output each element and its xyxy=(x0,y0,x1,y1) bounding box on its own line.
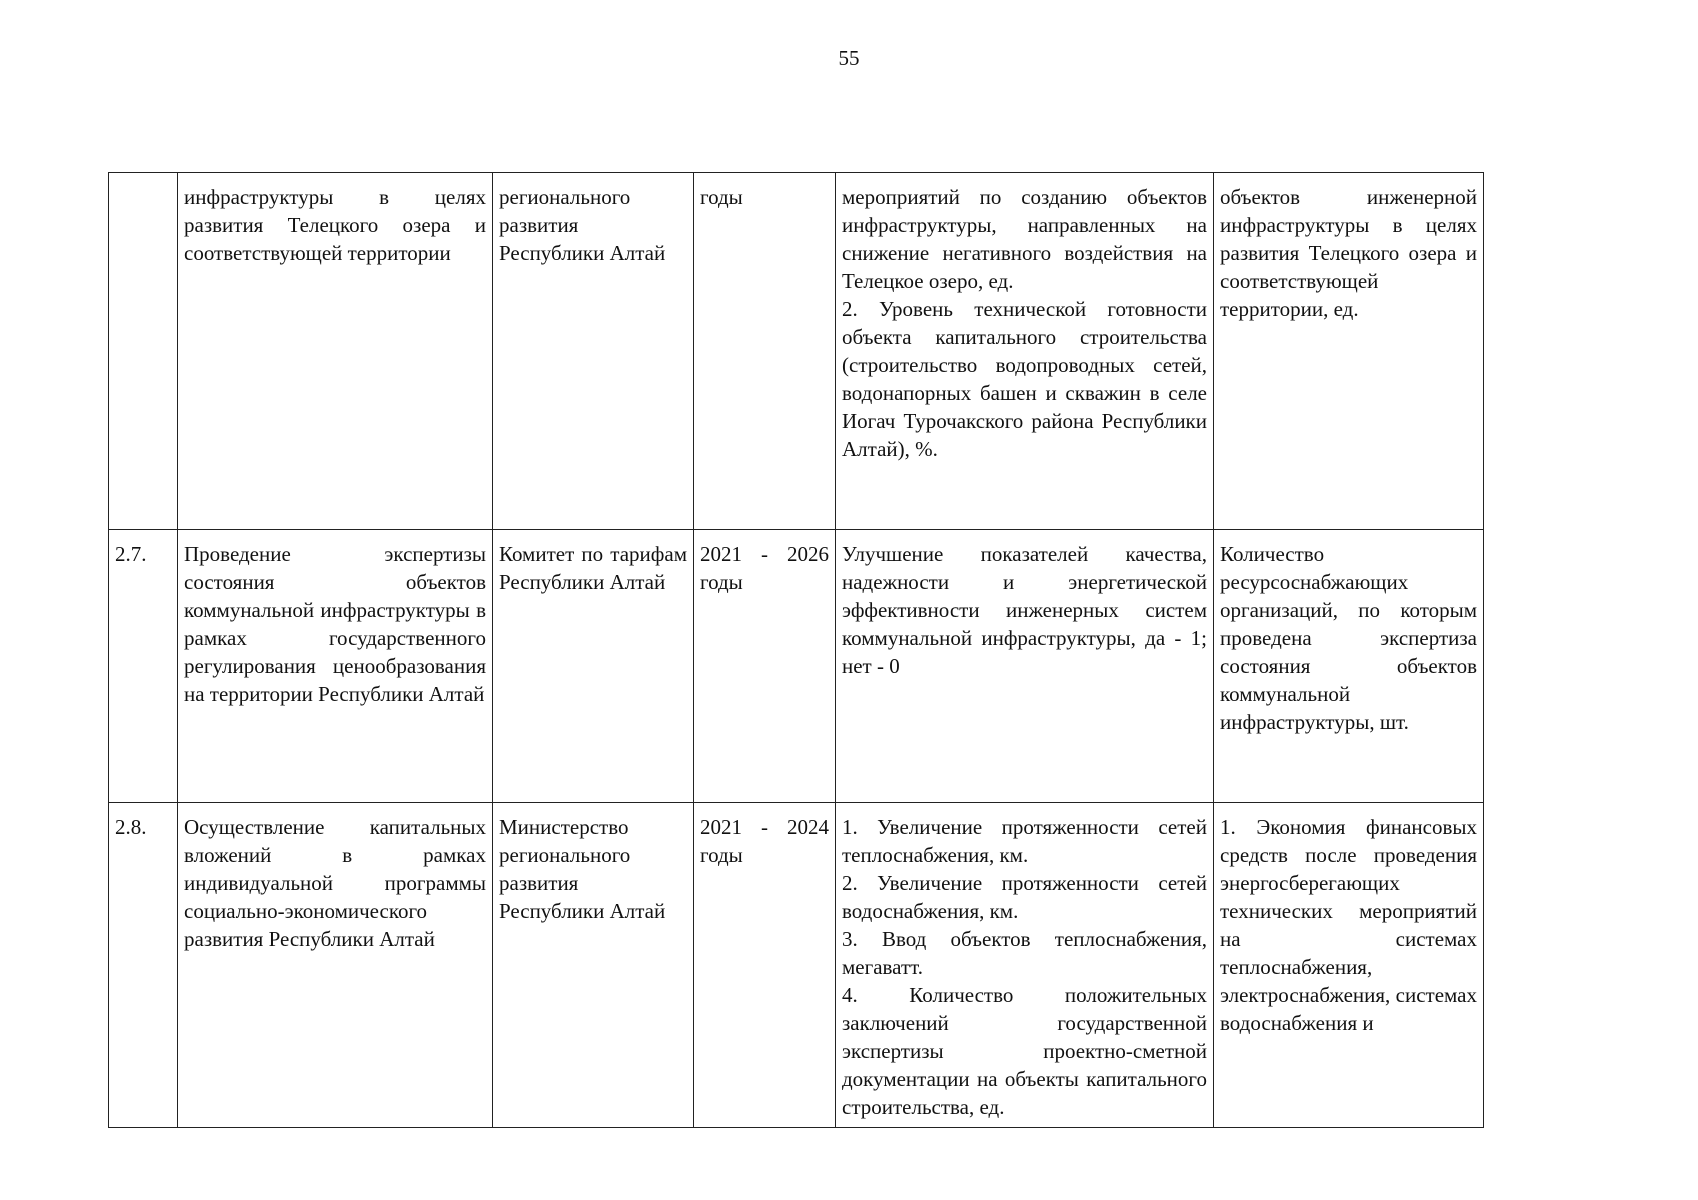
activity-name: Проведение экспертизы состояния объектов коммунальной инфраструктуры в рамках государственного регулирования ценообразования на территории Республики Алтай xyxy=(178,530,493,803)
row-number xyxy=(109,173,178,530)
target-indicators xyxy=(836,803,1214,1128)
indicator-item: 2. Увеличение протяженности сетей водоснабжения, км. xyxy=(842,871,1207,923)
row-number: 2.7. xyxy=(109,530,178,803)
expected-result: Количество ресурсоснабжающих организаций, по которым проведена экспертиза состояния объектов коммунальной инфраструктуры, шт. xyxy=(1214,530,1484,803)
indicator-item: 2. Уровень технической готовности объекта капитального строительства (строительство водопроводных сетей, водонапорных башен и скважин в селе Иогач Турочакского района Республики Алтай), %. xyxy=(842,297,1207,461)
indicator-item: Улучшение показателей качества, надежности и энергетической эффективности инженерных систем коммунальной инфраструктуры, да - 1; нет - 0 xyxy=(842,542,1207,678)
page-number: 55 xyxy=(838,46,860,70)
table-row xyxy=(109,173,1484,530)
program-activities-table xyxy=(108,172,1484,1128)
responsible-executor: Министерство регионального развития Республики Алтай xyxy=(493,803,694,1128)
target-indicators xyxy=(836,530,1214,803)
responsible-executor: регионального развития Республики Алтай xyxy=(493,173,694,530)
table-row xyxy=(109,803,1484,1128)
indicator-item: 3. Ввод объектов теплоснабжения, мегаватт. xyxy=(842,927,1207,979)
indicator-item: 4. Количество положительных заключений государственной экспертизы проектно-сметной документации на объекты капитального строительства, ед. xyxy=(842,983,1207,1119)
expected-result: 1. Экономия финансовых средств после проведения энергосберегающих технических мероприятий на системах теплоснабжения, электроснабжения, системах водоснабжения и xyxy=(1214,803,1484,1128)
responsible-executor: Комитет по тарифам Республики Алтай xyxy=(493,530,694,803)
implementation-period: 2021 - 2026 годы xyxy=(694,530,836,803)
implementation-period: 2021 - 2024 годы xyxy=(694,803,836,1128)
indicator-item: мероприятий по созданию объектов инфраструктуры, направленных на снижение негативного воздействия на Телецкое озеро, ед. xyxy=(842,185,1207,293)
expected-result: объектов инженерной инфраструктуры в целях развития Телецкого озера и соответствующей территории, ед. xyxy=(1214,173,1484,530)
row-number: 2.8. xyxy=(109,803,178,1128)
target-indicators xyxy=(836,173,1214,530)
table-row xyxy=(109,530,1484,803)
indicator-item: 1. Увеличение протяженности сетей теплоснабжения, км. xyxy=(842,815,1207,867)
implementation-period: годы xyxy=(694,173,836,530)
activity-name: Осуществление капитальных вложений в рамках индивидуальной программы социально-экономического развития Республики Алтай xyxy=(178,803,493,1128)
activity-name: инфраструктуры в целях развития Телецкого озера и соответствующей территории xyxy=(178,173,493,530)
